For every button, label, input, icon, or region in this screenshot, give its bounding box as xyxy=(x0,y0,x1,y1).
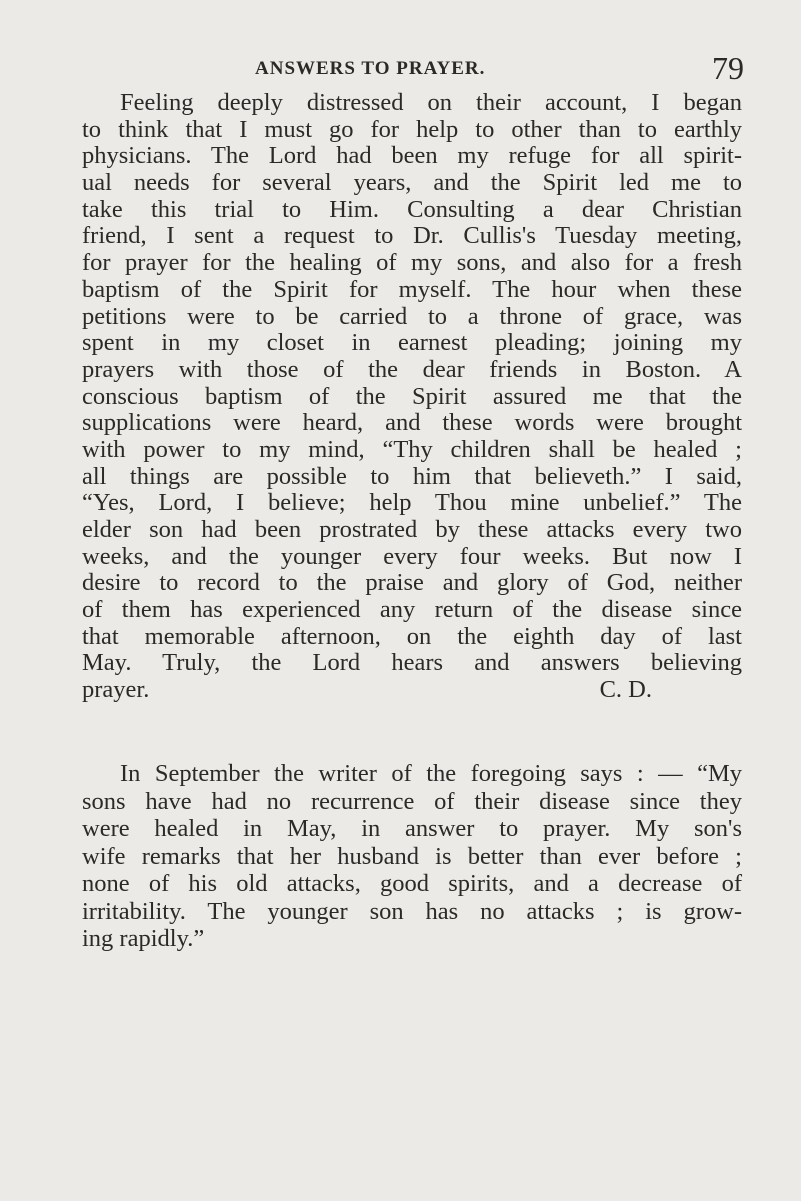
text-line: In September the writer of the foregoing says : — “My xyxy=(120,760,742,787)
text-line: friend, I sent a request to Dr. Cullis's Tuesday meeting, xyxy=(82,222,742,250)
text-line: elder son had been prostrated by these attacks every two xyxy=(82,516,742,543)
text-line: weeks, and the younger every four weeks. But now I xyxy=(82,542,742,570)
text-line: petitions were to be carried to a throne of grace, was xyxy=(82,302,742,330)
closing-word: prayer. xyxy=(82,676,150,704)
text-line: ual needs for several years, and the Spirit led me to xyxy=(82,169,742,197)
text-line: May. Truly, the Lord hears and answers believing xyxy=(82,649,742,677)
text-line: that memorable afternoon, on the eighth day of last xyxy=(82,622,742,650)
text-line: irritability. The younger son has no attacks ; is grow- xyxy=(82,897,742,925)
text-line: Feeling deeply distressed on their account, I began xyxy=(120,89,742,116)
text-line: prayers with those of the dear friends in Boston. A xyxy=(82,355,742,383)
text-line: for prayer for the healing of my sons, and also for a fresh xyxy=(82,249,742,277)
text-line: to think that I must go for help to other than to earthly xyxy=(82,115,742,143)
text-line: conscious baptism of the Spirit assured me that the xyxy=(82,382,742,410)
text-line: of them has experienced any return of the disease since xyxy=(82,596,742,624)
text-line: desire to record to the praise and glory of God, neither xyxy=(82,569,742,597)
page-header xyxy=(0,50,801,86)
text-line: wife remarks that her husband is better than ever before ; xyxy=(82,842,742,870)
text-line: sons have had no recurrence of their disease since they xyxy=(82,787,742,815)
text-line: physicians. The Lord had been my refuge for all spirit- xyxy=(82,142,742,170)
text-line: “Yes, Lord, I believe; help Thou mine unbelief.” The xyxy=(82,489,742,517)
page-number: 79 xyxy=(712,50,744,86)
text-line: baptism of the Spirit for myself. The hour when these xyxy=(82,275,742,303)
text-line: supplications were heard, and these words were brought xyxy=(82,409,742,437)
text-line: ing rapidly.” xyxy=(82,925,205,952)
text-line: with power to my mind, “Thy children shall be healed ; xyxy=(82,435,742,463)
text-line: were healed in May, in answer to prayer. My son's xyxy=(82,815,742,842)
closing-line xyxy=(82,677,742,704)
signature-initials: C. D. xyxy=(599,676,652,704)
running-title: ANSWERS TO PRAYER. xyxy=(255,58,486,79)
text-line: none of his old attacks, good spirits, and a decrease of xyxy=(82,870,742,897)
paragraph-2 xyxy=(82,760,742,953)
text-line: take this trial to Him. Consulting a dear Christian xyxy=(82,195,742,223)
text-line: all things are possible to him that believeth.” I said, xyxy=(82,462,742,490)
paragraph-1 xyxy=(82,90,742,704)
text-line: spent in my closet in earnest pleading; joining my xyxy=(82,329,742,357)
